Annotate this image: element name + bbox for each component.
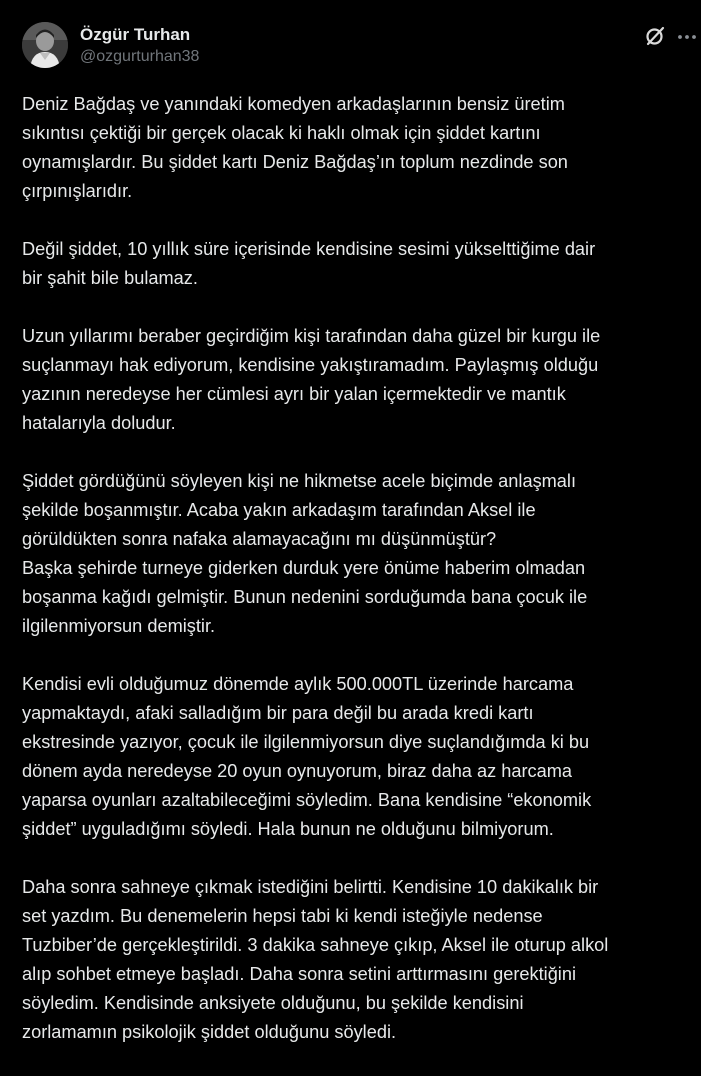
text-line: söyledim. Kendisinde anksiyete olduğunu, bu şekilde kendisini [22,993,524,1013]
tweet-paragraph [22,873,687,1047]
text-line: Başka şehirde turneye giderken durduk yere önüme haberim olmadan [22,558,586,578]
text-line: alıp sohbet etmeye başladı. Daha sonra setini arttırmasını gerektiğini [22,964,576,984]
tweet-paragraph [22,467,687,641]
text-line: boşanma kağıdı gelmiştir. Bunun nedenini sorduğumda bana çocuk ile [22,587,588,607]
user-meta [80,25,199,67]
text-line: Uzun yıllarımı beraber geçirdiğim kişi tarafından daha güzel bir kurgu ile [22,326,601,346]
text-line: Daha sonra sahneye çıkmak istediğini belirtti. Kendisine 10 dakikalık bir [22,877,599,897]
text-line: yaparsa oyunları azaltabileceğimi söyledim. Bana kendisine “ekonomik [22,790,592,810]
tweet-text [22,90,687,1076]
text-line: suçlanmayı hak ediyorum, kendisine yakıştıramadım. Paylaşmış olduğu [22,355,599,375]
text-line: ekstresinde yazıyor, çocuk ile ilgilenmiyorsun diye suçlandığımda ki bu [22,732,590,752]
avatar[interactable] [22,22,68,68]
text-line: Değil şiddet, 10 yıllık süre içerisinde kendisine sesimi yükselttiğime dair [22,239,596,259]
text-line: bir şahit bile bulamaz. [22,268,198,288]
tweet-paragraph [22,322,687,438]
text-line: sıkıntısı çektiği bir gerçek olacak ki haklı olmak için şiddet kartını [22,123,541,143]
text-line: ilgilenmiyorsun demiştir. [22,616,216,636]
text-line: şiddet” uyguladığımı söyledi. Hala bunun ne olduğunu bilmiyorum. [22,819,554,839]
text-line: şekilde boşanmıştır. Acaba yakın arkadaşım tarafından Aksel ile [22,500,536,520]
text-line: çırpınışlarıdır. [22,181,133,201]
tweet-paragraph [22,235,687,293]
text-line: yapmaktaydı, afaki salladığım bir para değil bu arada kredi kartı [22,703,534,723]
text-line: Deniz Bağdaş ve yanındaki komedyen arkadaşlarının bensiz üretim [22,94,565,114]
text-line: görüldükten sonra nafaka alamayacağını mı düşünmüştür? [22,529,497,549]
tweet-paragraph [22,90,687,206]
tweet-header [22,22,682,72]
avatar-image [22,22,68,68]
grok-icon[interactable] [644,25,666,47]
text-line: oynamışlardır. Bu şiddet kartı Deniz Bağdaş’ın toplum nezdinde son [22,152,568,172]
author-display-name[interactable]: Özgür Turhan [80,25,191,44]
text-line: Şiddet gördüğünü söyleyen kişi ne hikmetse acele biçimde anlaşmalı [22,471,577,491]
text-line: dönem ayda neredeyse 20 oyun oynuyorum, biraz daha az harcama [22,761,573,781]
text-line: hatalarıyla doludur. [22,413,176,433]
text-line: Tuzbiber’de gerçekleştirildi. 3 dakika sahneye çıkıp, Aksel ile oturup alkol [22,935,609,955]
more-options-icon[interactable] [675,25,699,47]
text-line: yazının neredeyse her cümlesi ayrı bir yalan içermektedir ve mantık [22,384,566,404]
text-line: Kendisi evli olduğumuz dönemde aylık 500.000TL üzerinde harcama [22,674,574,694]
text-line: set yazdım. Bu denemelerin hepsi tabi ki kendi isteğiyle nedense [22,906,543,926]
tweet-paragraph [22,670,687,844]
text-line: zorlamamın psikolojik şiddet olduğunu söyledi. [22,1022,397,1042]
author-handle[interactable]: @ozgurturhan38 [80,48,200,65]
